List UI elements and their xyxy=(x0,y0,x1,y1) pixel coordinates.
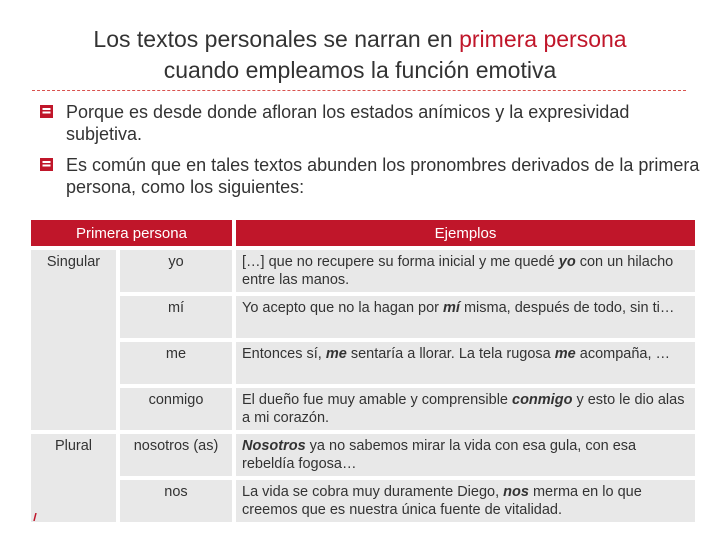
pronoun-cell: yo xyxy=(120,250,232,292)
table-row xyxy=(31,296,695,338)
dashed-divider xyxy=(32,90,686,91)
title-accent-text: primera persona xyxy=(459,26,627,52)
table-row xyxy=(31,250,695,292)
group-singular: Singular xyxy=(31,250,116,430)
bullet-list xyxy=(40,101,700,198)
pronoun-cell: conmigo xyxy=(120,388,232,430)
bullet-text: Es común que en tales textos abunden los pronombres derivados de la primera persona, como los siguientes: xyxy=(66,155,700,197)
table-row xyxy=(31,342,695,384)
checkbox-bullet-icon xyxy=(40,105,53,118)
slide-corner-mark-icon xyxy=(33,513,37,521)
bullet-item xyxy=(40,101,700,145)
example-cell: Yo acepto que no la hagan por mí misma, después de todo, sin ti… xyxy=(236,296,695,338)
table-row xyxy=(31,480,695,522)
title-line-2: cuando empleamos la función emotiva xyxy=(163,57,557,83)
pronoun-cell: mí xyxy=(120,296,232,338)
table-row xyxy=(31,388,695,430)
pronouns-table xyxy=(27,216,699,526)
title-text: Los textos personales se narran en xyxy=(93,26,460,52)
checkbox-bullet-icon xyxy=(40,158,53,171)
pronoun-cell: nos xyxy=(120,480,232,522)
example-cell: El dueño fue muy amable y comprensible conmigo y esto le dio alas a mi corazón. xyxy=(236,388,695,430)
example-cell: Nosotros ya no sabemos mirar la vida con esa gula, con esa rebeldía fogosa… xyxy=(236,434,695,476)
header-primera-persona: Primera persona xyxy=(31,220,232,246)
example-cell: La vida se cobra muy duramente Diego, nos merma en lo que creemos que es nuestra única fuente de vitalidad. xyxy=(236,480,695,522)
pronoun-cell: nosotros (as) xyxy=(120,434,232,476)
pronoun-cell: me xyxy=(120,342,232,384)
title-line-1 xyxy=(0,24,720,55)
table-row xyxy=(31,434,695,476)
group-plural: Plural xyxy=(31,434,116,522)
bullet-item xyxy=(40,154,700,198)
example-cell: […] que no recupere su forma inicial y me quedé yo con un hilacho entre las manos. xyxy=(236,250,695,292)
slide-title xyxy=(0,24,720,86)
bullet-text: Porque es desde donde afloran los estados anímicos y la expresividad subjetiva. xyxy=(66,102,630,144)
example-cell: Entonces sí, me sentaría a llorar. La tela rugosa me acompaña, … xyxy=(236,342,695,384)
header-ejemplos: Ejemplos xyxy=(236,220,695,246)
